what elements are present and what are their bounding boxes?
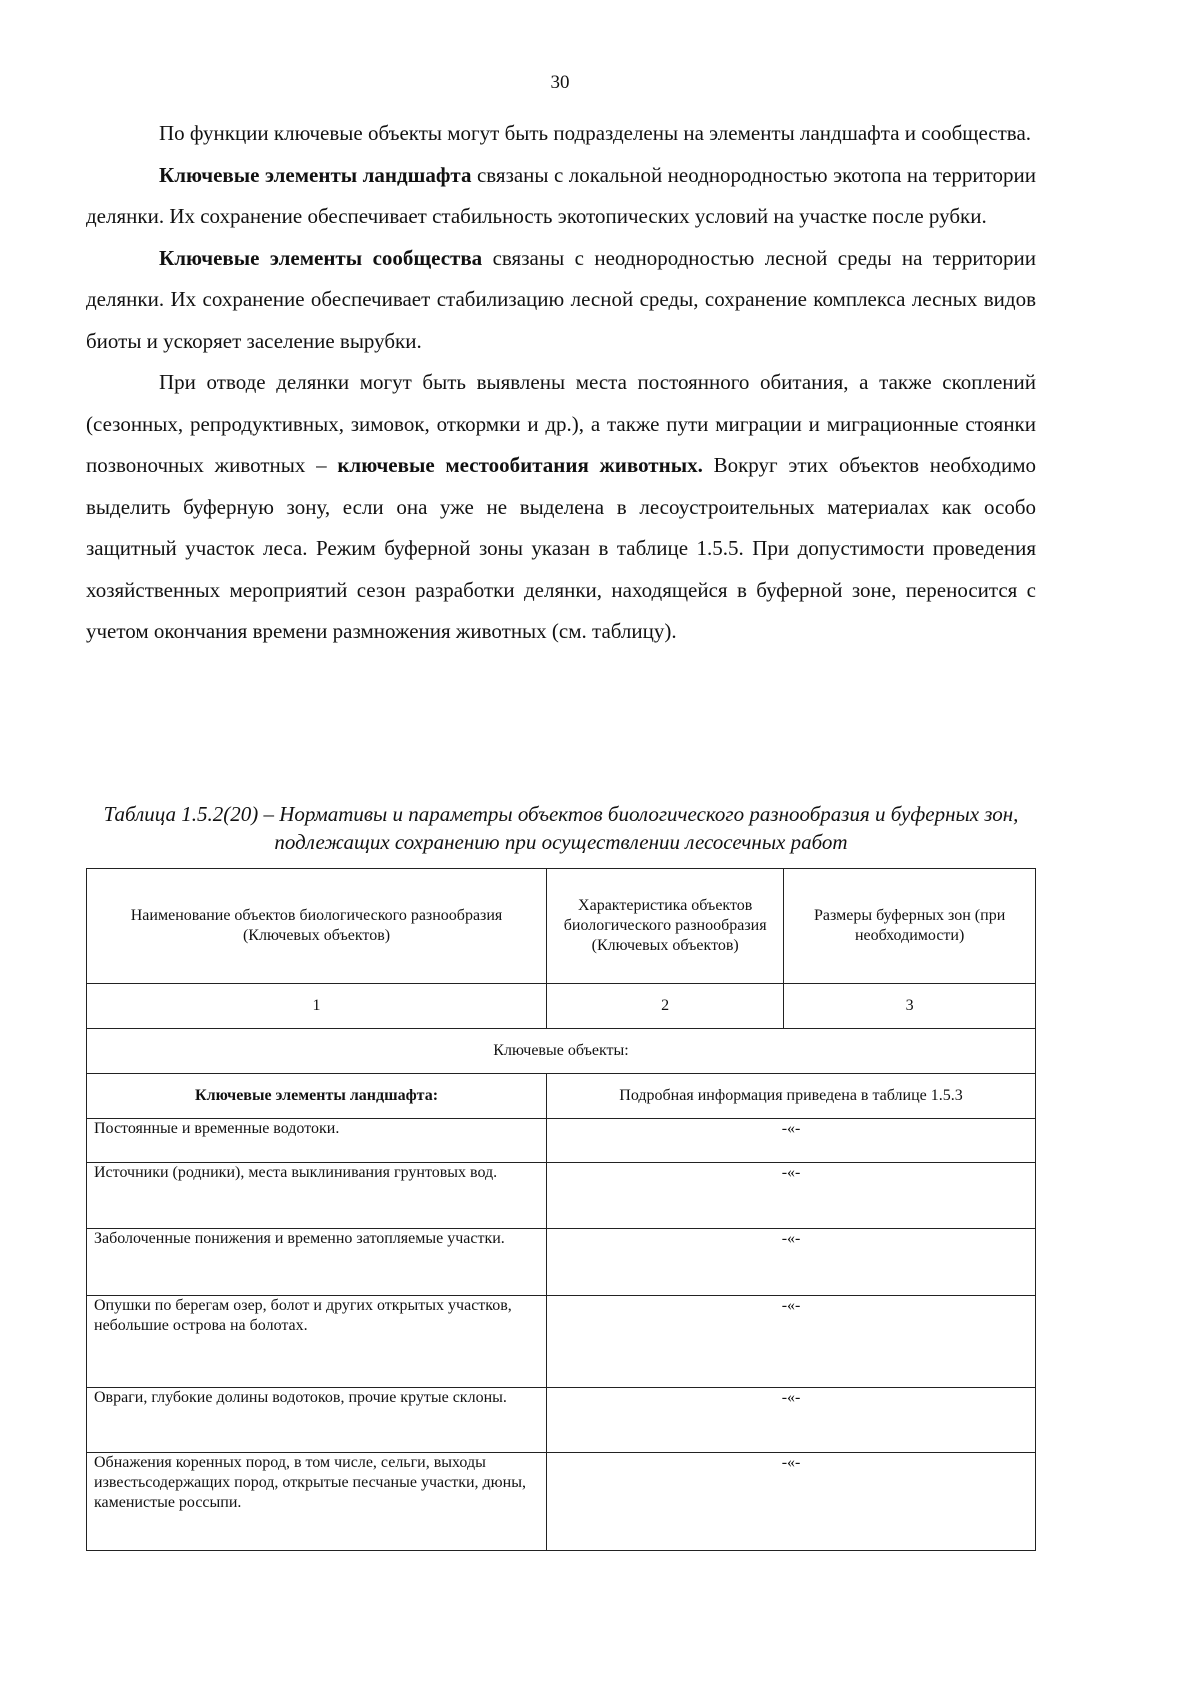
ditto-mark: -«- (547, 1119, 1036, 1163)
category-info: Подробная информация приведена в таблице 1.5.3 (547, 1074, 1036, 1119)
column-number: 3 (784, 984, 1036, 1029)
term-landscape-elements: Ключевые элементы ландшафта (159, 162, 472, 187)
paragraph-landscape-text: связаны с локальной неоднородностью экотопа на территории делянки. Их сохранение обеспечивает стабильность экотопических условий на участке после рубки. (86, 162, 1037, 228)
paragraph-functions: По функции ключевые объекты могут быть подразделены на элементы ландшафта и сообщества. (159, 121, 1032, 145)
table-header-row (87, 869, 1036, 984)
ditto-mark: -«- (547, 1453, 1036, 1551)
header-buffer-size: Размеры буферных зон (при необходимости) (784, 869, 1036, 984)
object-name: Обнажения коренных пород, в том числе, сельги, выходы известьсодержащих пород, открытые песчаные участки, дюны, каменистые россыпи. (87, 1453, 547, 1551)
page-number: 30 (550, 72, 570, 93)
ditto-mark: -«- (547, 1388, 1036, 1453)
category-name: Ключевые элементы ландшафта: (87, 1074, 547, 1119)
object-name: Постоянные и временные водотоки. (87, 1119, 547, 1163)
column-number-row (87, 984, 1036, 1029)
table-row (87, 1229, 1036, 1296)
section-row (87, 1029, 1036, 1074)
header-object-name: Наименование объектов биологического разнообразия (Ключевых объектов) (87, 869, 547, 984)
category-row (87, 1074, 1036, 1119)
table-caption: Таблица 1.5.2(20) – Нормативы и параметры объектов биологического разнообразия и буферных зон, подлежащих сохранению при осуществлении лесосечных работ (103, 802, 1019, 854)
table-row (87, 1296, 1036, 1388)
paragraph-habitats (86, 362, 1036, 653)
paragraph-habitats-text: Вокруг этих объектов необходимо выделить буферную зону, если она уже не выделена в лесоустроительных материалах как особо защитный участок леса. Режим буферной зоны указан в таблице 1.5.5. При допустимости проведения хозяйственных мероприятий сезон разработки делянки, находящейся в буферной зоне, переносится с учетом окончания времени размножения животных (см. таблицу). (86, 453, 1036, 643)
ditto-mark: -«- (547, 1163, 1036, 1229)
ditto-mark: -«- (547, 1296, 1036, 1388)
object-name: Опушки по берегам озер, болот и других открытых участков, небольшие острова на болотах. (87, 1296, 547, 1388)
table-row (87, 1163, 1036, 1229)
term-community-elements: Ключевые элементы сообщества (159, 245, 483, 270)
section-title: Ключевые объекты: (87, 1029, 1036, 1074)
biodiversity-table (86, 868, 1036, 1551)
table-row (87, 1388, 1036, 1453)
object-name: Овраги, глубокие долины водотоков, прочие крутые склоны. (87, 1388, 547, 1453)
header-object-characteristics: Характеристика объектов биологического разнообразия (Ключевых объектов) (547, 869, 784, 984)
paragraph-community (86, 238, 1036, 363)
object-name: Источники (родники), места выклинивания грунтовых вод. (87, 1163, 547, 1229)
paragraph-landscape (86, 155, 1036, 238)
table-row (87, 1119, 1036, 1163)
paragraph-community-text: связаны с неоднородностью лесной среды на территории делянки. Их сохранение обеспечивает стабилизацию лесной среды, сохранение комплекса лесных видов биоты и ускоряет заселение вырубки. (86, 245, 1036, 353)
term-key-habitats: ключевые местообитания животных. (337, 453, 703, 477)
column-number: 1 (87, 984, 547, 1029)
column-number: 2 (547, 984, 784, 1029)
paragraph-habitats-intro: При отводе делянки могут быть выявлены места постоянного обитания, а также скоплений (сезонных, репродуктивных, зимовок, откормки и др.), а также пути миграции и миграционные стоянки позвоночных животных – (86, 370, 1036, 477)
ditto-mark: -«- (547, 1229, 1036, 1296)
body-text (86, 113, 1036, 653)
object-name: Заболоченные понижения и временно затопляемые участки. (87, 1229, 547, 1296)
table-row (87, 1453, 1036, 1551)
